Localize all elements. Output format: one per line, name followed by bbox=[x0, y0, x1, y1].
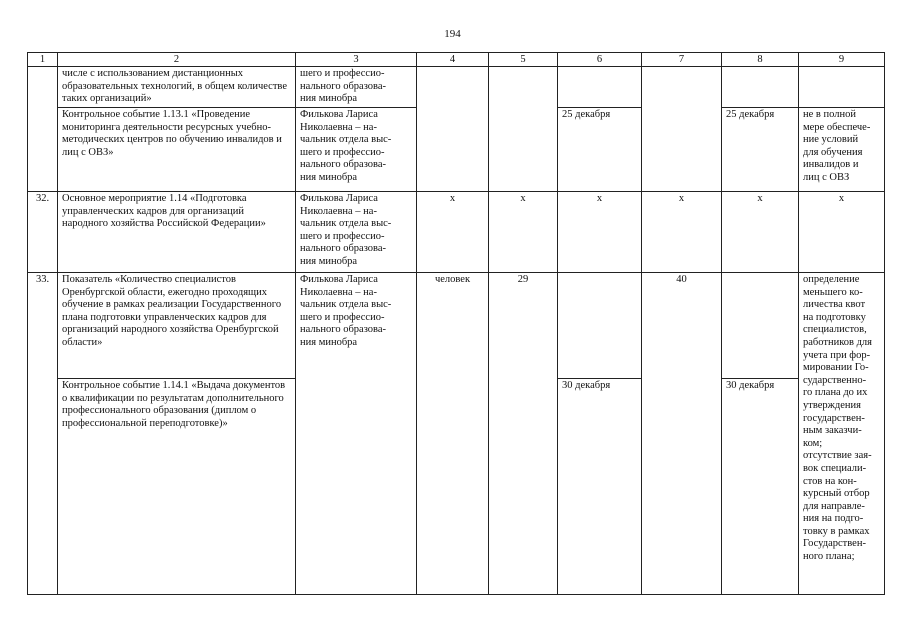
risk-cell: не в полной мере обеспече- ние условий для обучения инвалидов и лиц с ОВЗ bbox=[799, 108, 885, 192]
risk-cell: определение меньшего ко- личества квот на подготовку специалистов, работников для учета при фор- мировании Го- сударственно- го плана до их утверждения государствен- ным заказчи- ком; отсутствие зая- вок специали- стов на кон- курсный отбор для направле- ния на подго- товку в рамках Государствен- ного плана; bbox=[799, 273, 885, 595]
date-cell: 30 декабря bbox=[722, 379, 799, 595]
date-cell: х bbox=[558, 192, 642, 273]
column-number: 6 bbox=[558, 53, 642, 67]
row-number-cell: 33. bbox=[28, 273, 58, 595]
target-value-cell: 40 bbox=[642, 273, 722, 595]
responsible-cell: Филькова Лариса Николаевна – на- чальник отдела выс- шего и профессио- нального образова- ния минобра bbox=[296, 273, 417, 595]
row-number-cell bbox=[28, 67, 58, 108]
base-value-cell bbox=[489, 67, 558, 192]
description-cell: числе с использованием дистанционных образовательных технологий, в общем количестве таких организаций» bbox=[58, 67, 296, 108]
description-cell: Контрольное событие 1.13.1 «Проведение мониторинга деятельности ресурсных учебно-методических центров по обучению инвалидов и лиц с ОВЗ» bbox=[58, 108, 296, 192]
column-number: 5 bbox=[489, 53, 558, 67]
responsible-cell: Филькова Лариса Николаевна – на- чальник отдела выс- шего и профессио- нального образова- ния минобра bbox=[296, 108, 417, 192]
row-number-cell: 32. bbox=[28, 192, 58, 273]
description-cell: Основное мероприятие 1.14 «Подготовка управленческих кадров для организаций народного хозяйства Российской Федерации» bbox=[58, 192, 296, 273]
column-number-row bbox=[28, 53, 885, 67]
description-cell: Контрольное событие 1.14.1 «Выдача документов о квалификации по результатам дополнительного профессионального образования (диплом о профессиональной переподготовке)» bbox=[58, 379, 296, 595]
table-row-continuation bbox=[28, 67, 885, 108]
unit-cell: человек bbox=[417, 273, 489, 595]
table-row-32 bbox=[28, 192, 885, 273]
date-cell: 25 декабря bbox=[558, 108, 642, 192]
column-number: 3 bbox=[296, 53, 417, 67]
column-number: 1 bbox=[28, 53, 58, 67]
column-number: 7 bbox=[642, 53, 722, 67]
column-number: 8 bbox=[722, 53, 799, 67]
date-cell bbox=[558, 273, 642, 379]
date-cell bbox=[722, 67, 799, 108]
date-cell bbox=[722, 273, 799, 379]
date-cell: 25 декабря bbox=[722, 108, 799, 192]
responsible-cell: Филькова Лариса Николаевна – на- чальник отдела выс- шего и профессио- нального образова- ния минобра bbox=[296, 192, 417, 273]
date-cell bbox=[558, 67, 642, 108]
risk-cell: х bbox=[799, 192, 885, 273]
target-value-cell: х bbox=[642, 192, 722, 273]
plan-table bbox=[27, 52, 885, 595]
risk-cell bbox=[799, 67, 885, 108]
target-value-cell bbox=[642, 67, 722, 192]
description-cell: Показатель «Количество специалистов Оренбургской области, ежегодно проходящих обучение в рамках реализации Государственного плана подготовки управленческих кадров для организаций народного хозяйства Оренбургской области» bbox=[58, 273, 296, 379]
page-number: 194 bbox=[444, 28, 461, 40]
unit-cell: х bbox=[417, 192, 489, 273]
responsible-cell: шего и профессио- нального образова- ния минобра bbox=[296, 67, 417, 108]
date-cell: 30 декабря bbox=[558, 379, 642, 595]
date-cell: х bbox=[722, 192, 799, 273]
unit-cell bbox=[417, 67, 489, 192]
column-number: 9 bbox=[799, 53, 885, 67]
row-number-cell bbox=[28, 108, 58, 192]
column-number: 2 bbox=[58, 53, 296, 67]
base-value-cell: х bbox=[489, 192, 558, 273]
base-value-cell: 29 bbox=[489, 273, 558, 595]
table-row-33 bbox=[28, 273, 885, 379]
column-number: 4 bbox=[417, 53, 489, 67]
